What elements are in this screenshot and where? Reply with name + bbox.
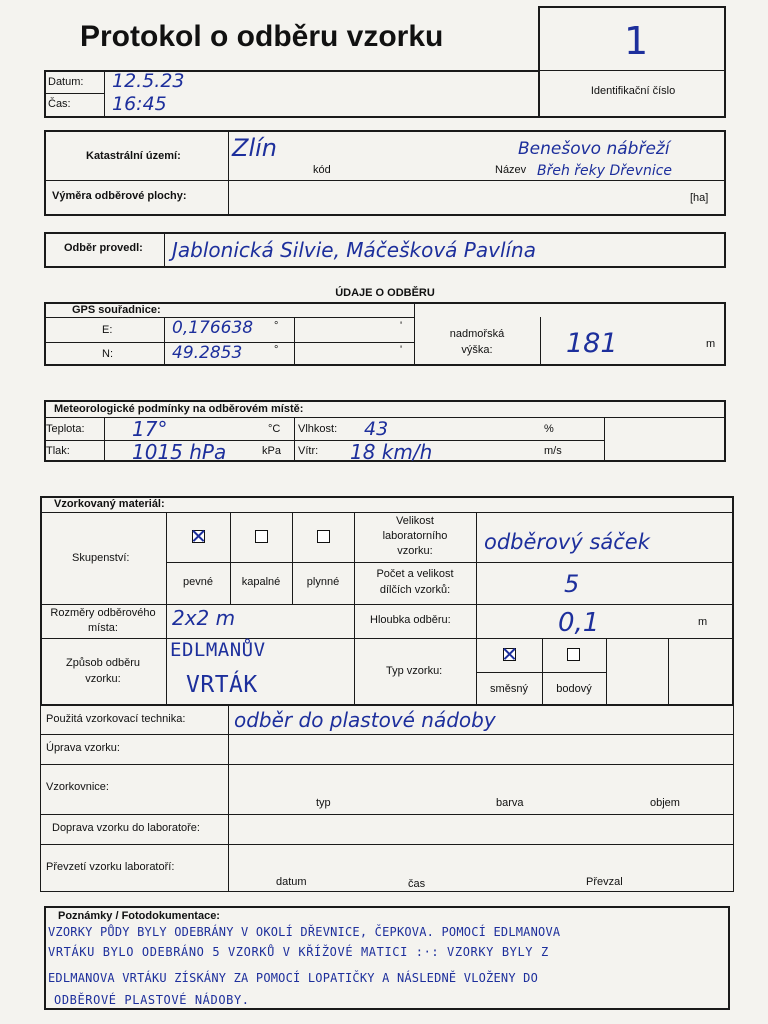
vymera-label: Výměra odběrové plochy:	[52, 190, 187, 202]
gps-heading: GPS souřadnice:	[72, 304, 161, 316]
zpusob-value-2[interactable]: VRTÁK	[186, 672, 258, 698]
nazev-value-2[interactable]: Břeh řeky Dřevnice	[537, 163, 673, 179]
alt-label-1: nadmořská	[449, 328, 505, 340]
checkbox-plynne[interactable]	[317, 530, 330, 543]
zpusob-label-2: vzorku:	[85, 673, 121, 685]
gps-col-1	[164, 317, 165, 366]
mat-col-b	[230, 512, 231, 604]
mat-row-1	[166, 562, 354, 563]
mat-col-g	[606, 638, 607, 706]
hloubka-value[interactable]: 0,1	[558, 608, 600, 638]
material-header-line	[40, 512, 734, 513]
wind-label: Vítr:	[298, 445, 319, 457]
gps-n-value[interactable]: 49.2853	[172, 343, 243, 363]
gps-e-minute: '	[400, 320, 403, 332]
pocet-label-2: dílčích vzorků:	[379, 584, 451, 596]
skupenstvi-label: Skupenství:	[72, 552, 130, 564]
typ-label: typ	[316, 797, 331, 809]
option-pevne: pevné	[183, 576, 213, 588]
technique-value[interactable]: odběr do plastové nádoby	[234, 708, 496, 732]
katastralni-label: Katastrální území:	[86, 150, 181, 162]
weather-col-1	[104, 417, 105, 462]
pressure-value[interactable]: 1015 hPa	[132, 440, 227, 464]
tech-row-1	[40, 734, 734, 735]
id-label: Identifikační číslo	[590, 85, 676, 97]
prevzeti-label: Převzetí vzorku laboratoří:	[46, 861, 175, 873]
hloubka-unit: m	[698, 616, 708, 628]
option-plynne: plynné	[306, 576, 340, 588]
ha-label: [ha]	[690, 192, 709, 204]
velikost-label-3: vzorku:	[397, 545, 433, 557]
velikost-value[interactable]: odběrový sáček	[484, 530, 650, 554]
time-value[interactable]: 16:45	[112, 93, 167, 115]
rozmery-value[interactable]: 2x2 m	[172, 606, 236, 630]
mat-col-h	[668, 638, 669, 706]
nazev-label: Název	[495, 164, 527, 176]
typ-vzorku-label: Typ vzorku:	[386, 665, 443, 677]
humidity-unit: %	[544, 423, 554, 435]
gps-n-degree: °	[274, 344, 279, 356]
gps-e-value[interactable]: 0,176638	[172, 318, 254, 338]
tech-row-3	[40, 814, 734, 815]
weather-col-2	[294, 417, 295, 462]
gps-col-2	[294, 317, 295, 366]
datetime-col	[104, 70, 105, 118]
wind-value[interactable]: 18 km/h	[350, 440, 433, 464]
alt-label-2: výška:	[461, 344, 493, 356]
weather-heading: Meteorologické podmínky na odběrovém místě:	[54, 403, 304, 415]
rozmery-label-2: místa:	[88, 622, 118, 634]
gps-e-label: E:	[102, 324, 113, 336]
kod-label: kód	[313, 164, 331, 176]
tech-row-2	[40, 764, 734, 765]
alt-unit: m	[706, 338, 716, 350]
notes-line-3[interactable]: EDLMANOVA VRTÁKU ZÍSKÁNY ZA POMOCÍ LOPATIČKY A NÁSLEDNĚ VLOŽENY DO	[48, 971, 539, 985]
checkbox-pevne[interactable]	[192, 530, 205, 543]
weather-row-line	[44, 440, 604, 441]
cas-label: čas	[408, 878, 426, 890]
uprava-label: Úprava vzorku:	[46, 742, 120, 754]
velikost-label-2: laboratorního	[382, 530, 448, 542]
mat-row-3	[40, 638, 734, 639]
zpusob-label-1: Způsob odběru	[66, 657, 140, 669]
notes-heading: Poznámky / Fotodokumentace:	[58, 910, 220, 922]
option-smesny: směsný	[490, 683, 528, 695]
performer-col	[164, 232, 165, 268]
notes-line-2[interactable]: VRTÁKU BYLO ODEBRÁNO 5 VZORKŮ V KŘÍŽOVÉ MATICI :·: VZORKY BYLY Z	[48, 945, 549, 959]
option-bodovy: bodový	[556, 683, 592, 695]
hloubka-label: Hloubka odběru:	[370, 614, 451, 626]
performer-label: Odběr provedl:	[64, 242, 143, 254]
barva-label: barva	[496, 797, 524, 809]
rozmery-label-1: Rozměry odběrového	[50, 607, 156, 619]
objem-label: objem	[650, 797, 680, 809]
pocet-label-1: Počet a velikost	[376, 568, 454, 580]
mat-row-4	[476, 672, 606, 673]
checkbox-smesny[interactable]	[503, 648, 516, 661]
temp-unit: °C	[268, 423, 281, 435]
location-col	[228, 130, 229, 216]
udaje-heading: ÚDAJE O ODBĚRU	[335, 287, 435, 299]
doprava-label: Doprava vzorku do laboratoře:	[52, 822, 200, 834]
mat-col-e	[476, 512, 477, 706]
id-divider	[538, 70, 726, 71]
pocet-value[interactable]: 5	[564, 570, 580, 598]
option-kapalne: kapalné	[241, 576, 281, 588]
technique-label: Použitá vzorkovací technika:	[46, 713, 186, 725]
zpusob-value-1[interactable]: EDLMANŮV	[170, 639, 266, 661]
mat-row-2	[40, 604, 734, 605]
humidity-value[interactable]: 43	[364, 418, 389, 440]
vzorkovnice-label: Vzorkovnice:	[46, 781, 109, 793]
tech-row-4	[40, 844, 734, 845]
date-value[interactable]: 12.5.23	[112, 70, 185, 92]
notes-line-4[interactable]: ODBĚROVÉ PLASTOVÉ NÁDOBY.	[54, 993, 250, 1007]
alt-value[interactable]: 181	[566, 328, 618, 359]
id-value[interactable]: 1	[624, 19, 649, 63]
weather-col-3	[604, 417, 605, 462]
pressure-unit: kPa	[262, 445, 281, 457]
date-label: Datum:	[48, 76, 84, 88]
gps-n-minute: '	[400, 344, 403, 356]
performer-value[interactable]: Jablonická Silvie, Máčešková Pavlína	[172, 238, 536, 262]
datetime-divider	[44, 93, 104, 94]
time-label: Čas:	[48, 98, 71, 110]
prevzal-label: Převzal	[586, 876, 623, 888]
nazev-value-1[interactable]: Benešovo nábřeží	[518, 139, 670, 159]
location-divider	[44, 180, 726, 181]
gps-n-label: N:	[102, 348, 113, 360]
checkbox-kapalne[interactable]	[255, 530, 268, 543]
velikost-label-1: Velikost	[396, 515, 434, 527]
material-heading: Vzorkovaný materiál:	[54, 498, 165, 510]
mat-col-c	[292, 512, 293, 604]
katastralni-value[interactable]: Zlín	[232, 134, 277, 162]
checkbox-bodovy[interactable]	[567, 648, 580, 661]
humidity-label: Vlhkost:	[298, 423, 338, 435]
gps-e-degree: °	[274, 320, 279, 332]
datum-label: datum	[276, 876, 307, 888]
page-title: Protokol o odběru vzorku	[80, 20, 444, 53]
wind-unit: m/s	[544, 445, 562, 457]
temp-value[interactable]: 17°	[132, 417, 168, 441]
gps-col-4	[540, 317, 541, 366]
pressure-label: Tlak:	[46, 445, 70, 457]
notes-line-1[interactable]: VZORKY PŮDY BYLY ODEBRÁNY V OKOLÍ DŘEVNICE, ČEPKOVA. POMOCÍ EDLMANOVA	[48, 925, 561, 939]
mat-col-a	[166, 512, 167, 706]
mat-row-1b	[354, 562, 734, 563]
temp-label: Teplota:	[46, 423, 85, 435]
